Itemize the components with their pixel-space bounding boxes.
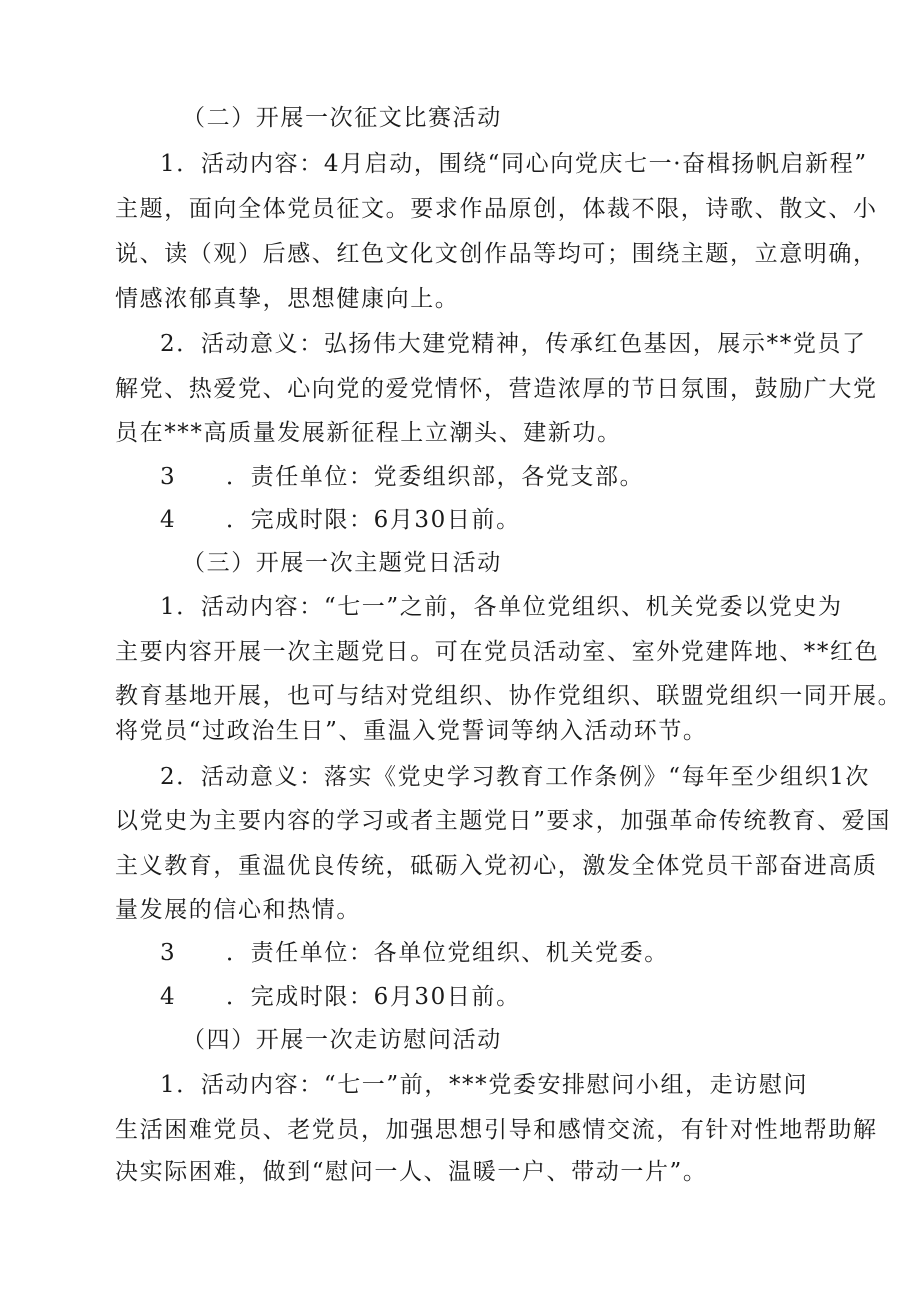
paragraph-line: 2．活动意义：弘扬伟大建党精神，传承红色基因，展示**党员了 xyxy=(160,331,867,357)
paragraph-line: 解党、热爱党、心向党的爱党情怀，营造浓厚的节日氛围，鼓励广大党 xyxy=(115,376,878,402)
paragraph-line: 2．活动意义：落实《党史学习教育工作条例》“每年至少组织1次 xyxy=(160,764,871,790)
list-item xyxy=(160,982,521,1012)
list-item xyxy=(160,505,521,535)
paragraph-line: 量发展的信心和热情。 xyxy=(115,897,361,923)
paragraph-line: 主要内容开展一次主题党日。可在党员活动室、室外党建阵地、**红色 xyxy=(115,639,880,665)
item-text: ．完成时限：6月30日前。 xyxy=(226,984,521,1010)
item-number: 4 xyxy=(160,507,177,533)
section-heading-2: （二）开展一次征文比赛活动 xyxy=(182,105,502,131)
list-item xyxy=(160,462,644,492)
paragraph-line: 情感浓郁真挚，思想健康向上。 xyxy=(115,286,460,312)
paragraph-line: 生活困难党员、老党员，加强思想引导和感情交流，有针对性地帮助解 xyxy=(115,1117,878,1143)
paragraph-line: 教育基地开展，也可与结对党组织、协作党组织、联盟党组织一同开展。 xyxy=(115,683,903,709)
section-heading-4: （四）开展一次走访慰问活动 xyxy=(182,1027,502,1053)
paragraph-line: 说、读（观）后感、红色文化文创作品等均可；围绕主题，立意明确， xyxy=(115,241,878,267)
paragraph-line: 以党史为主要内容的学习或者主题党日”要求，加强革命传统教育、爱国 xyxy=(115,808,891,834)
item-number: 4 xyxy=(160,984,177,1010)
paragraph-line: 主义教育，重温优良传统，砥砺入党初心，激发全体党员干部奋进高质 xyxy=(115,853,878,879)
paragraph-line: 将党员“过政治生日”、重温入党誓词等纳入活动环节。 xyxy=(115,718,708,744)
paragraph-line: 1．活动内容：“七一”之前，各单位党组织、机关党委以党史为 xyxy=(160,594,843,620)
item-text: ．责任单位：党委组织部，各党支部。 xyxy=(226,464,645,490)
item-number: 3 xyxy=(160,940,177,966)
section-heading-3: （三）开展一次主题党日活动 xyxy=(182,550,502,576)
paragraph-line: 决实际困难，做到“慰问一人、温暖一户、带动一片”。 xyxy=(115,1159,708,1185)
item-text: ．责任单位：各单位党组织、机关党委。 xyxy=(226,940,669,966)
paragraph-line: 1．活动内容：“七一”前，***党委安排慰问小组，走访慰问 xyxy=(160,1072,809,1098)
item-number: 3 xyxy=(160,464,177,490)
paragraph-line: 1．活动内容：4月启动，围绕“同心向党庆七一·奋楫扬帆启新程” xyxy=(160,151,868,177)
list-item xyxy=(160,938,669,968)
paragraph-line: 主题，面向全体党员征文。要求作品原创，体裁不限，诗歌、散文、小 xyxy=(115,196,878,222)
item-text: ．完成时限：6月30日前。 xyxy=(226,507,521,533)
paragraph-line: 员在***高质量发展新征程上立潮头、建新功。 xyxy=(115,420,622,446)
